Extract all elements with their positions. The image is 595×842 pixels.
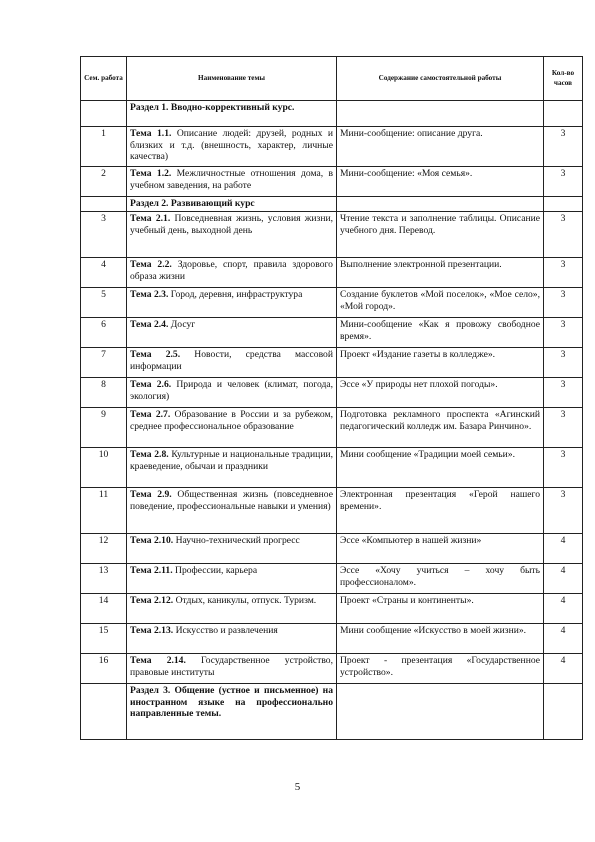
topic-text: Город, деревня, инфраструктура	[170, 289, 303, 300]
row-work: Чтение текста и заполнение таблицы. Описание учебного дня. Перевод.	[337, 212, 544, 258]
row-hours: 4	[544, 534, 583, 564]
table-body	[81, 101, 583, 740]
row-topic	[127, 318, 337, 348]
row-topic	[127, 654, 337, 684]
header-hours: Кол-во часов	[544, 57, 583, 101]
topic-text: Профессии, карьера	[175, 565, 258, 576]
row-work: Мини-сообщение: «Моя семья».	[337, 167, 544, 197]
row-work: Проект «Страны и континенты».	[337, 594, 544, 624]
topic-text: Общественная жизнь (повседневное поведение, профессиональные навыки и умения)	[130, 489, 333, 512]
row-hours: 3	[544, 212, 583, 258]
row-work	[337, 684, 544, 740]
topic-label: Тема 2.14.	[130, 655, 186, 666]
topic-text: Межличностные отношения дома, в учебном заведения, на работе	[130, 168, 333, 191]
topic-text: Отдых, каникулы, отпуск. Туризм.	[175, 595, 317, 606]
topic-label: Тема 2.2.	[130, 259, 172, 270]
row-topic	[127, 212, 337, 258]
row-number: 16	[81, 654, 127, 684]
self-study-table	[80, 56, 583, 740]
row-work: Мини-сообщение: описание друга.	[337, 127, 544, 167]
row-work: Подготовка рекламного проспекта «Агинский педагогический колледж им. Базара Ринчино».	[337, 408, 544, 448]
topic-text: Искусство и развлечения	[175, 625, 278, 636]
table-row	[81, 212, 583, 258]
row-work: Проект - презентация «Государственное устройство».	[337, 654, 544, 684]
row-number	[81, 197, 127, 212]
row-topic: Раздел 2. Развивающий курс	[127, 197, 337, 212]
row-hours: 3	[544, 448, 583, 488]
row-work: Мини сообщение «Традиции моей семьи».	[337, 448, 544, 488]
row-hours: 3	[544, 348, 583, 378]
row-number: 1	[81, 127, 127, 167]
row-hours: 3	[544, 488, 583, 534]
row-hours	[544, 684, 583, 740]
table-row	[81, 288, 583, 318]
row-topic	[127, 624, 337, 654]
row-topic	[127, 448, 337, 488]
row-work: Эссе «Компьютер в нашей жизни»	[337, 534, 544, 564]
row-work: Электронная презентация «Герой нашего времени».	[337, 488, 544, 534]
row-topic: Раздел 3. Общение (устное и письменное) на иностранном языке на профессионально направленные темы.	[127, 684, 337, 740]
table-row	[81, 258, 583, 288]
topic-text: Государственное устройство, правовые институты	[130, 655, 333, 678]
row-number: 5	[81, 288, 127, 318]
row-work: Эссе «Хочу учиться – хочу быть профессионалом».	[337, 564, 544, 594]
row-hours: 3	[544, 318, 583, 348]
row-work: Создание буклетов «Мой поселок», «Мое село», «Мой город».	[337, 288, 544, 318]
topic-label: Тема 2.8.	[130, 449, 169, 460]
topic-text: Научно-технический прогресс	[175, 535, 300, 546]
topic-label: Тема 2.13.	[130, 625, 174, 636]
table-row	[81, 348, 583, 378]
row-hours: 4	[544, 564, 583, 594]
topic-text: Описание людей: друзей, родных и близких и т.д. (внешность, характер, личные качества)	[130, 128, 333, 162]
header-topic: Наименование темы	[127, 57, 337, 101]
row-number: 11	[81, 488, 127, 534]
row-hours: 3	[544, 127, 583, 167]
topic-label: Тема 2.4.	[130, 319, 169, 330]
topic-text: Новости, средства массовой информации	[130, 349, 333, 372]
topic-label: Тема 2.10.	[130, 535, 174, 546]
row-number: 13	[81, 564, 127, 594]
table-header-row	[81, 57, 583, 101]
row-number: 10	[81, 448, 127, 488]
topic-label: Тема 1.1.	[130, 128, 172, 139]
row-hours: 3	[544, 288, 583, 318]
table-row	[81, 167, 583, 197]
row-work	[337, 197, 544, 212]
topic-label: Тема 2.6.	[130, 379, 172, 390]
table-row	[81, 378, 583, 408]
row-number: 14	[81, 594, 127, 624]
row-number: 3	[81, 212, 127, 258]
row-topic	[127, 258, 337, 288]
row-hours: 4	[544, 594, 583, 624]
row-work: Мини сообщение «Искусство в моей жизни».	[337, 624, 544, 654]
row-number	[81, 101, 127, 127]
topic-label: Тема 2.12.	[130, 595, 174, 606]
topic-label: Тема 2.5.	[130, 349, 181, 360]
row-hours	[544, 101, 583, 127]
row-topic	[127, 348, 337, 378]
topic-label: Тема 1.2.	[130, 168, 172, 179]
topic-text: Здоровье, спорт, правила здорового образа жизни	[130, 259, 333, 282]
row-topic	[127, 167, 337, 197]
header-num: Сем. работа	[81, 57, 127, 101]
topic-label: Тема 2.3.	[130, 289, 169, 300]
row-hours	[544, 197, 583, 212]
row-hours: 4	[544, 624, 583, 654]
page-number: 5	[294, 781, 301, 793]
table-row	[81, 448, 583, 488]
table-row	[81, 127, 583, 167]
row-number: 4	[81, 258, 127, 288]
row-topic	[127, 408, 337, 448]
row-number: 15	[81, 624, 127, 654]
table-row	[81, 594, 583, 624]
topic-text: Образование в России и за рубежом, среднее профессиональное образование	[130, 409, 333, 432]
topic-text: Досуг	[170, 319, 196, 330]
section-row	[81, 101, 583, 127]
header-work: Содержание самостоятельной работы	[337, 57, 544, 101]
row-number: 12	[81, 534, 127, 564]
row-number: 7	[81, 348, 127, 378]
row-topic	[127, 534, 337, 564]
row-work	[337, 101, 544, 127]
row-topic	[127, 127, 337, 167]
row-hours: 3	[544, 167, 583, 197]
row-topic	[127, 288, 337, 318]
topic-text: Культурные и национальные традиции, краеведение, обычаи и праздники	[130, 449, 333, 472]
topic-label: Тема 2.9.	[130, 489, 172, 500]
row-hours: 4	[544, 654, 583, 684]
row-hours: 3	[544, 378, 583, 408]
section-row	[81, 197, 583, 212]
table-row	[81, 624, 583, 654]
row-topic	[127, 564, 337, 594]
row-topic: Раздел 1. Вводно-коррективный курс.	[127, 101, 337, 127]
table-row	[81, 534, 583, 564]
topic-text: Повседневная жизнь, условия жизни, учебный день, выходной день	[130, 213, 333, 236]
row-number: 8	[81, 378, 127, 408]
row-work: Выполнение электронной презентации.	[337, 258, 544, 288]
topic-label: Тема 2.1.	[130, 213, 171, 224]
row-topic	[127, 594, 337, 624]
table-row	[81, 318, 583, 348]
topic-label: Тема 2.7.	[130, 409, 171, 420]
row-number: 6	[81, 318, 127, 348]
row-number	[81, 684, 127, 740]
row-work: Мини-сообщение «Как я провожу свободное время».	[337, 318, 544, 348]
section-row	[81, 684, 583, 740]
row-hours: 3	[544, 258, 583, 288]
topic-label: Тема 2.11.	[130, 565, 173, 576]
row-hours: 3	[544, 408, 583, 448]
row-number: 2	[81, 167, 127, 197]
table-row	[81, 408, 583, 448]
topic-text: Природа и человек (климат, погода, экология)	[130, 379, 333, 402]
row-work: Проект «Издание газеты в колледже».	[337, 348, 544, 378]
row-topic	[127, 378, 337, 408]
row-number: 9	[81, 408, 127, 448]
row-topic	[127, 488, 337, 534]
table-row	[81, 488, 583, 534]
row-work: Эссе «У природы нет плохой погоды».	[337, 378, 544, 408]
table-row	[81, 564, 583, 594]
table-row	[81, 654, 583, 684]
